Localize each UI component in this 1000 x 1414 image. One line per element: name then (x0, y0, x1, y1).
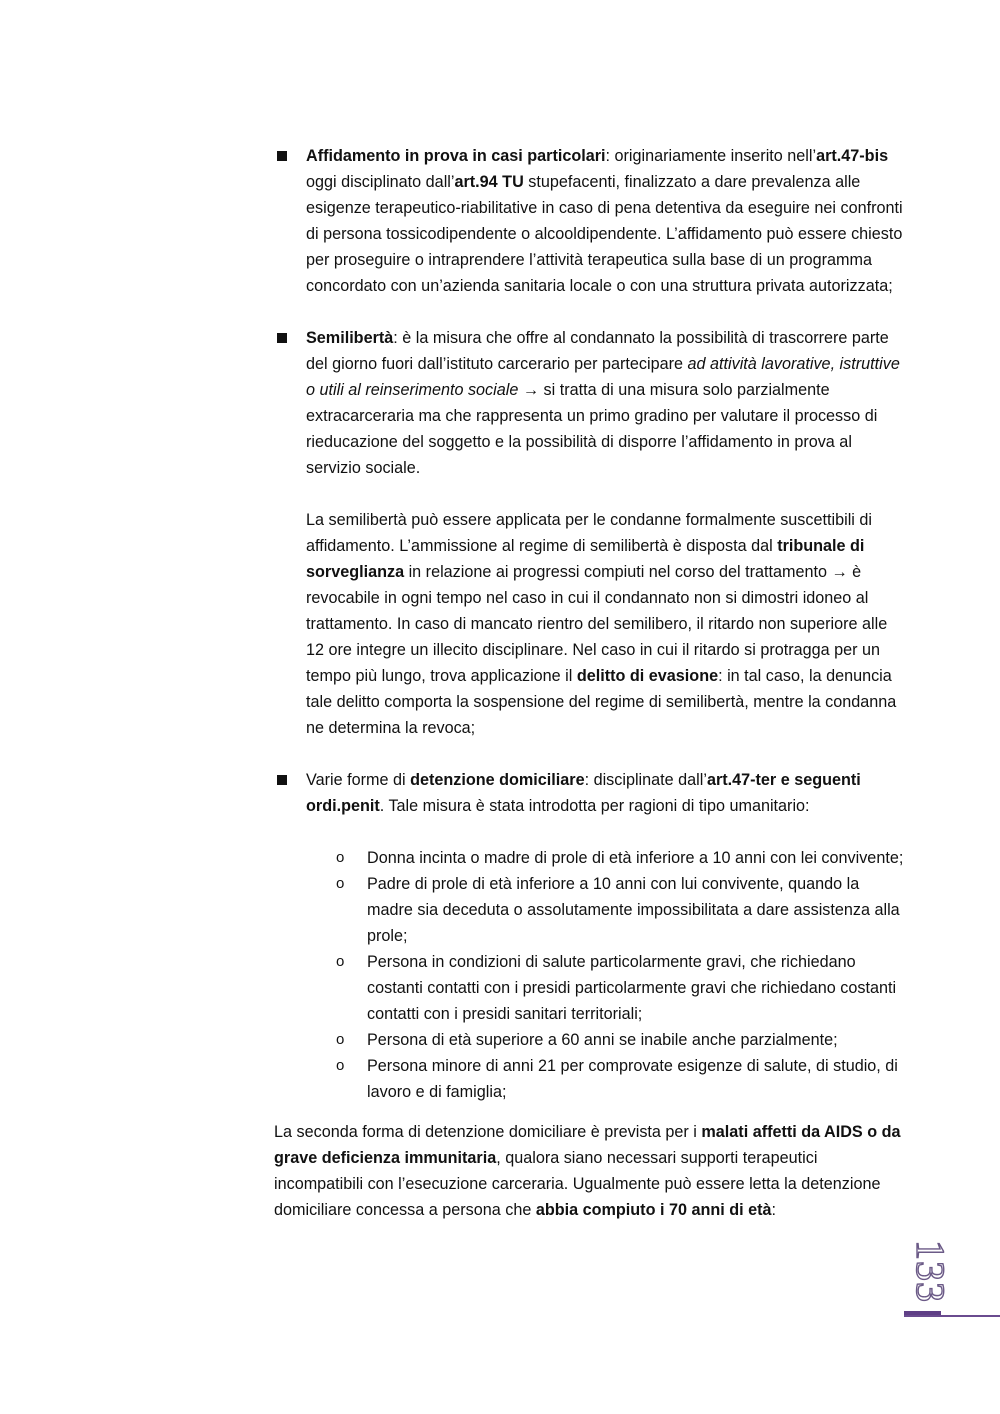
text: : (771, 1201, 777, 1219)
circle-bullet-icon: o (336, 1031, 345, 1048)
circle-bullet-icon: o (336, 953, 345, 970)
list-item-text: Persona in condizioni di salute particolarmente gravi, che richiedano costanti contatti con i presidi particolarmente gravi che richiedano costanti contatti con i presidi sanitari territoriali; (367, 953, 897, 1023)
bullet-detenzione (0, 767, 906, 819)
paragraph-semiliberta-2 (306, 507, 906, 741)
list-item (336, 949, 907, 1027)
square-bullet-icon (277, 151, 287, 161)
circle-bullet-icon: o (336, 875, 345, 892)
paragraph-aids (274, 1119, 904, 1223)
ref-art94: art.94 TU (454, 173, 524, 191)
square-bullet-icon (277, 775, 287, 785)
paragraph-affidamento (306, 143, 906, 299)
paragraph-semiliberta (306, 325, 906, 481)
page-number (906, 1238, 954, 1304)
paragraph-final (0, 1119, 904, 1223)
term-detenzione: detenzione domiciliare (410, 771, 585, 789)
term-aids: malati affetti da AIDS o da grave deficienza immunitaria (274, 1123, 901, 1167)
text: → si tratta di una misura solo parzialmente extracarceraria ma che rappresenta un primo gradino per valutare il processo di rieducazione del soggetto e la possibilità di disporre l’affidamento in prova al servizio sociale. (306, 381, 878, 477)
ref-art47bis: art.47-bis (816, 147, 889, 165)
bullet-affidamento (0, 143, 906, 299)
list-item (336, 1053, 907, 1105)
text: La seconda forma di detenzione domiciliare è prevista per i (274, 1123, 702, 1141)
text: : è la misura che offre al condannato la possibilità di trascorrere parte del giorno fuori dall’istituto carcerario per partecipare (306, 329, 889, 373)
text: oggi disciplinato dall’ (306, 173, 455, 191)
term-semiliberta: Semilibertà (306, 329, 394, 347)
circle-bullet-icon: o (336, 1057, 345, 1074)
text: La semilibertà può essere applicata per le condanne formalmente suscettibili di affidamento. L’ammissione al regime di semilibertà è disposta dal (306, 511, 872, 555)
italic-text: ad attività lavorative, istruttive o utili al reinserimento sociale (306, 355, 900, 399)
list-item (336, 871, 907, 949)
term-tribunale: tribunale di sorveglianza (306, 537, 865, 581)
page-footer-rule (904, 1315, 1000, 1317)
list-item-text: Persona minore di anni 21 per comprovate esigenze di salute, di studio, di lavoro e di famiglia; (367, 1057, 898, 1101)
text: Varie forme di (306, 771, 411, 789)
text: , qualora siano necessari supporti terapeutici incompatibili con l’esecuzione carceraria. Ugualmente può essere letta la detenzione domiciliare concessa a persona che (274, 1149, 881, 1219)
page-number-text: 133 (907, 1239, 953, 1303)
circle-bullet-icon: o (336, 849, 345, 866)
text: in relazione ai progressi compiuti nel corso del trattamento → è revocabile in ogni tempo nel caso in cui il condannato non si dimostri idoneo al trattamento. In caso di mancato rientro del semilibero, il ritardo non superiore alle 12 ore integre un illecito disciplinare. Nel caso in cui il ritardo si protragga per un tempo più lungo, trova applicazione il (306, 563, 888, 685)
list-item-text: Padre di prole di età inferiore a 10 anni con lui convivente, quando la madre sia deceduta o assolutamente impossibilitata a dare assistenza alla prole; (367, 875, 900, 945)
list-item (336, 845, 907, 871)
text: : disciplinate dall’ (584, 771, 707, 789)
list-item-text: Donna incinta o madre di prole di età inferiore a 10 anni con lei convivente; (367, 849, 904, 867)
document-body (0, 143, 1000, 1223)
term-70-anni: abbia compiuto i 70 anni di età (535, 1201, 772, 1219)
sublist-categories (0, 845, 907, 1105)
term-affidamento: Affidamento in prova in casi particolari (306, 147, 606, 165)
bullet-semiliberta (0, 325, 906, 741)
text: : originariamente inserito nell’ (605, 147, 817, 165)
term-evasione: delitto di evasione (576, 667, 719, 685)
list-item-text: Persona di età superiore a 60 anni se inabile anche parzialmente; (367, 1031, 838, 1049)
square-bullet-icon (277, 333, 287, 343)
text: : in tal caso, la denuncia tale delitto comporta la sospensione del regime di semilibertà, mentre la condanna ne determina la revoca; (306, 667, 897, 737)
text: . Tale misura è stata introdotta per ragioni di tipo umanitario: (379, 797, 810, 815)
paragraph-detenzione (306, 767, 906, 819)
text: stupefacenti, finalizzato a dare prevalenza alle esigenze terapeutico-riabilitative in caso di pena detentiva da eseguire nei confronti di persona tossicodipendente o alcooldipendente. L’affidamento può essere chiesto per proseguire o intraprendere l’attività terapeutica sulla base di un programma concordato con un’azienda sanitaria locale o con una struttura privata autorizzata; (306, 173, 903, 295)
ref-art47ter: art.47-ter e seguenti ordi.penit (306, 771, 861, 815)
list-item (336, 1027, 907, 1053)
